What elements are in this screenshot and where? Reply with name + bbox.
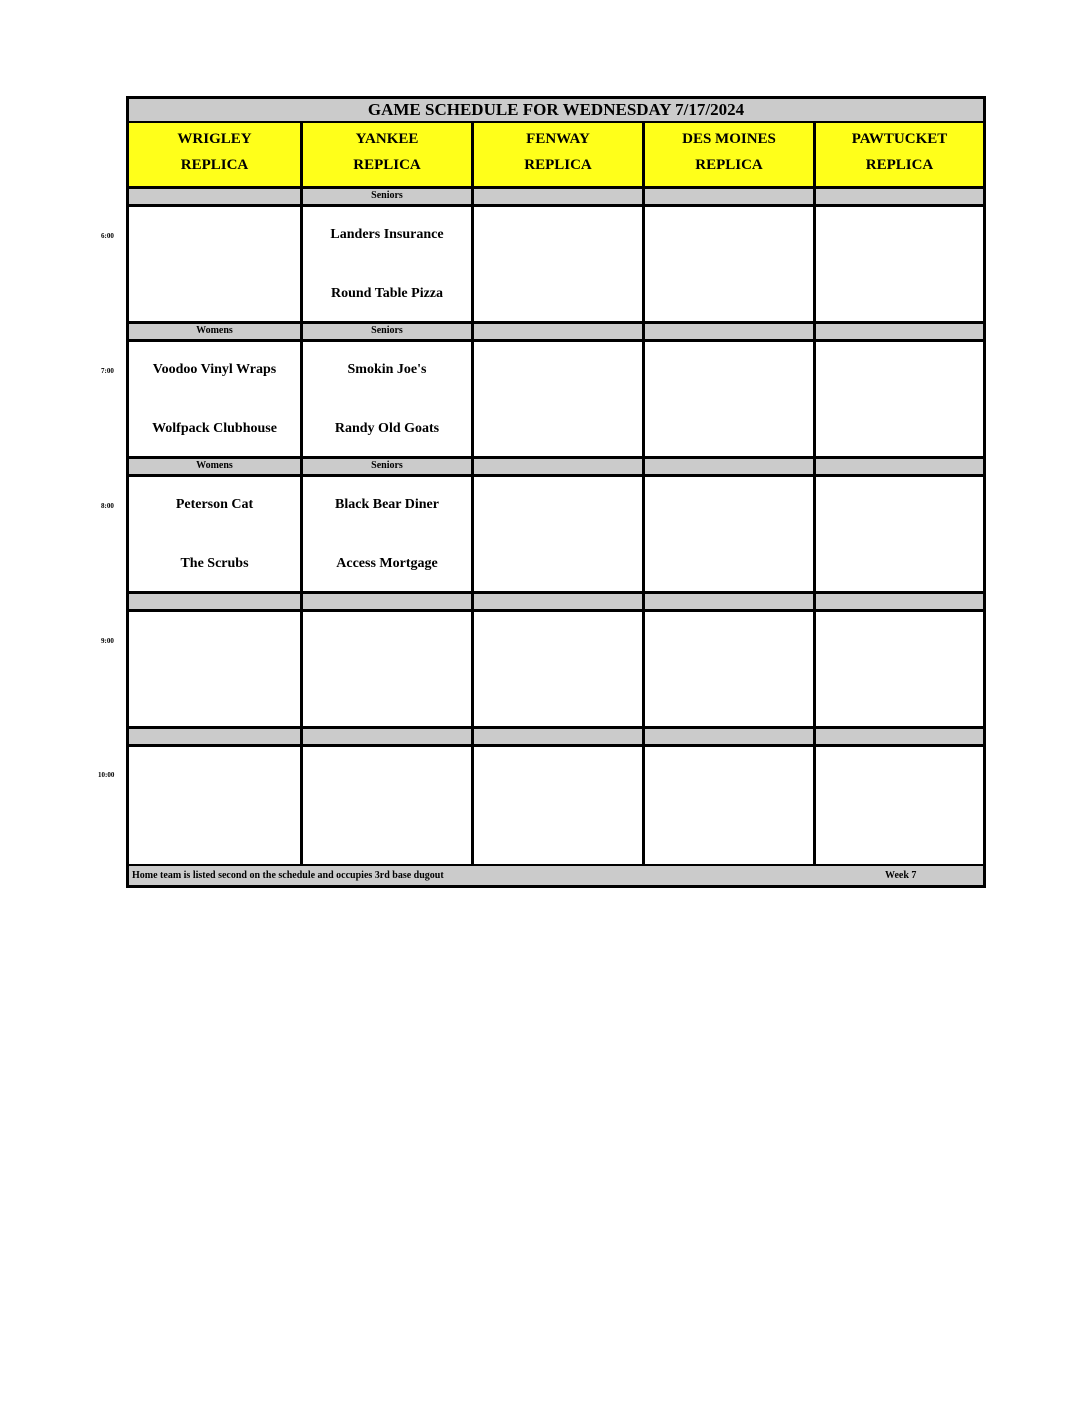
field-sub: REPLICA: [865, 157, 934, 173]
game-cell: [474, 477, 642, 594]
field-header: [816, 123, 983, 189]
division-band: [645, 729, 813, 747]
game-cell: [645, 612, 813, 729]
game-cell: [645, 342, 813, 459]
field-column-yankee: [300, 123, 471, 888]
field-header: [129, 123, 300, 189]
division-band: [816, 324, 983, 342]
division-band: [816, 594, 983, 612]
division-band: [645, 594, 813, 612]
game-cell: [816, 207, 983, 324]
division-band: Womens: [129, 459, 300, 477]
team-home: Wolfpack Clubhouse: [152, 421, 277, 436]
field-column-fenway: [471, 123, 642, 888]
division-band: Seniors: [303, 324, 471, 342]
division-band: [816, 189, 983, 207]
division-band: [474, 594, 642, 612]
division-band: [816, 459, 983, 477]
game-cell: [645, 747, 813, 864]
division-band: Seniors: [303, 189, 471, 207]
game-cell: [474, 612, 642, 729]
team-home: The Scrubs: [180, 556, 249, 571]
division-band: [474, 729, 642, 747]
team-home: Round Table Pizza: [330, 286, 444, 301]
time-label-9: 9:00: [101, 637, 114, 645]
field-sub: REPLICA: [524, 157, 592, 173]
time-label-6: 6:00: [101, 232, 114, 240]
field-sub: REPLICA: [180, 157, 249, 173]
division-band: Seniors: [303, 459, 471, 477]
game-cell: [129, 477, 300, 594]
field-header: [474, 123, 642, 189]
team-away: Peterson Cat: [175, 497, 254, 512]
team-away: Voodoo Vinyl Wraps: [152, 362, 277, 377]
division-band: [129, 594, 300, 612]
page-title: GAME SCHEDULE FOR WEDNESDAY 7/17/2024: [129, 99, 983, 123]
game-cell: [129, 612, 300, 729]
team-home: Randy Old Goats: [334, 421, 440, 436]
division-band: [816, 729, 983, 747]
team-home: Access Mortgage: [336, 556, 438, 571]
game-cell: [816, 342, 983, 459]
division-band: [645, 324, 813, 342]
game-cell: [816, 477, 983, 594]
game-cell: [645, 477, 813, 594]
game-cell: [474, 342, 642, 459]
field-sub: REPLICA: [695, 157, 763, 173]
game-cell: [816, 747, 983, 864]
field-name: YANKEE: [355, 131, 419, 147]
game-cell: [816, 612, 983, 729]
game-cell: [474, 747, 642, 864]
time-label-8: 8:00: [101, 502, 114, 510]
field-name: WRIGLEY: [177, 131, 252, 147]
division-band: [129, 189, 300, 207]
division-band: [303, 594, 471, 612]
division-band: [474, 324, 642, 342]
division-band: Womens: [129, 324, 300, 342]
division-band: [645, 459, 813, 477]
game-cell: [303, 342, 471, 459]
game-cell: [129, 342, 300, 459]
division-band: [474, 189, 642, 207]
field-column-pawtucket: [813, 123, 983, 888]
field-column-des-moines: [642, 123, 813, 888]
schedule-table: [126, 96, 986, 888]
field-name: DES MOINES: [682, 131, 776, 147]
footer-bar: [129, 864, 983, 885]
game-cell: [303, 612, 471, 729]
game-cell: [303, 747, 471, 864]
field-name: PAWTUCKET: [851, 131, 948, 147]
game-cell: [474, 207, 642, 324]
division-band: [645, 189, 813, 207]
division-band: [303, 729, 471, 747]
team-away: Black Bear Diner: [335, 497, 439, 512]
team-away: Smokin Joe's: [347, 362, 427, 377]
field-name: FENWAY: [526, 131, 590, 147]
field-column-wrigley: [129, 123, 300, 888]
division-band: [129, 729, 300, 747]
division-band: [474, 459, 642, 477]
game-cell: [129, 747, 300, 864]
footer-note: Home team is listed second on the schedule and occupies 3rd base dugout: [132, 870, 444, 881]
time-label-10: 10:00: [98, 771, 115, 779]
field-header: [645, 123, 813, 189]
week-label: Week 7: [885, 870, 917, 881]
time-label-7: 7:00: [101, 367, 114, 375]
game-cell: [303, 477, 471, 594]
field-header: [303, 123, 471, 189]
team-away: Landers Insurance: [330, 227, 444, 242]
game-cell: [129, 207, 300, 324]
game-cell: [645, 207, 813, 324]
field-sub: REPLICA: [353, 157, 421, 173]
game-cell: [303, 207, 471, 324]
